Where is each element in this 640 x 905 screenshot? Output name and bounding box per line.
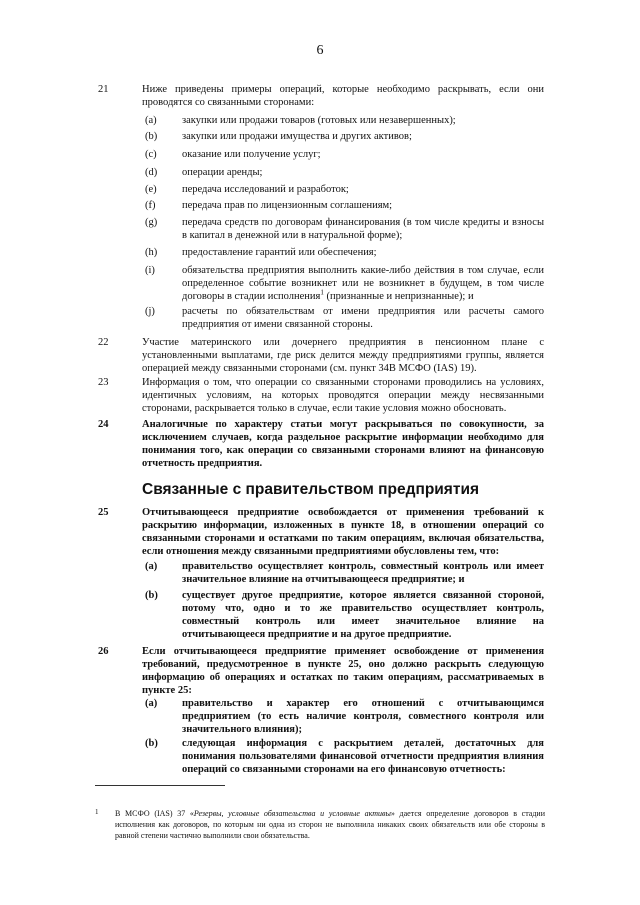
item-text: предоставление гарантий или обеспечения; (182, 247, 377, 258)
item-text: существует другое предприятие, которое является связанной стороной, потому что, одно и то же правительство осуществляет контроль, совместный контроль или имеет значительное влияние на отчитывающееся предприятие и на другое предприятие. (182, 590, 544, 640)
item-label: (g) (145, 217, 158, 228)
item-label: (e) (145, 184, 157, 195)
item-text (182, 264, 544, 303)
paragraph-number: 25 (98, 507, 109, 518)
item-text: операции аренды; (182, 167, 263, 178)
paragraph-text: Информация о том, что операции со связанными сторонами проводились на условиях, идентичных условиям, на которых проводятся операции между несвязанными сторонами, раскрывается только в случае, если такие условия можно обосновать. (142, 377, 544, 414)
paragraph-text: Аналогичные по характеру статьи могут раскрываться по совокупности, за исключением случаев, когда раздельное раскрытие информации необходимо для понимания того, как операции со связанными сторонами влияют на финансовую отчетность предприятия. (142, 419, 544, 469)
item-label: (i) (145, 265, 155, 276)
item-text: передача исследований и разработок; (182, 184, 349, 195)
item-label: (b) (145, 131, 158, 142)
item-label: (a) (145, 698, 158, 709)
paragraph-number: 24 (98, 419, 109, 430)
paragraph-number: 26 (98, 646, 109, 657)
item-text: оказание или получение услуг; (182, 149, 321, 160)
item-text: передача средств по договорам финансирования (в том числе кредиты и взносы в капитал в денежной или в натуральной форме); (182, 217, 544, 241)
item-label: (a) (145, 115, 157, 126)
item-label: (h) (145, 247, 158, 258)
item-text-main: обязательства предприятия выполнить какие-либо действия в том случае, если определенное событие возникнет или не возникнет в будущем, в том числе договоры в стадии исполнения (182, 265, 544, 302)
item-text: расчеты по обязательствам от имени предприятия или расчеты самого предприятия от имени связанной стороны. (182, 306, 544, 330)
item-text: правительство осуществляет контроль, совместный контроль или имеет значительное влияние на отчитывающееся предприятие; и (182, 561, 544, 585)
item-text-tail: (признанные и непризнанные); и (323, 291, 474, 302)
footnote-separator (95, 785, 225, 786)
footnote-standard-title: Резервы, условные обязательства и условные активы (193, 809, 391, 818)
paragraph-text: Ниже приведены примеры операций, которые необходимо раскрывать, если они проводятся со связанными сторонами: (142, 84, 544, 108)
item-text: закупки или продажи товаров (готовых или незавершенных); (182, 115, 456, 126)
item-text: следующая информация с раскрытием деталей, достаточных для понимания пользователями финансовой отчетности предприятия влияния операций со связанными сторонами на его финансовую отчетность: (182, 738, 544, 775)
item-label: (f) (145, 200, 156, 211)
item-label: (a) (145, 561, 158, 572)
item-text: закупки или продажи имущества и других активов; (182, 131, 412, 142)
section-heading: Связанные с правительством предприятия (142, 481, 480, 498)
paragraph-text: Отчитывающееся предприятие освобождается от применения требований к раскрытию информации, изложенных в пункте 18, в отношении операций со связанными сторонами и остатками по таким операциям, включая обязательства, если отношения между связанными предприятиями обусловлены тем, что: (142, 507, 544, 557)
paragraph-number: 21 (98, 84, 109, 95)
item-label: (j) (145, 306, 155, 317)
footnote-text-end: » дается определение договоров в стадии исполнения как договоров, по которым ни одна из сторон не выполнила никаких своих обязательств или обе стороны в равной степени частично выполнили свои обязательства. (115, 809, 545, 840)
footnote-text (115, 808, 545, 841)
page-number: 6 (316, 43, 324, 58)
paragraph-text: Если отчитывающееся предприятие применяет освобождение от применения требований, предусмотренное в пункте 25, оно должно раскрыть следующую информацию об операциях и остатках по таким операциям, рассматриваемых в пункте 25: (142, 646, 544, 696)
item-label: (d) (145, 167, 158, 178)
item-text: правительство и характер его отношений с отчитывающимся предприятием (то есть наличие контроля, совместного контроля или значительного влияния); (182, 698, 544, 735)
item-label: (b) (145, 738, 158, 749)
paragraph-number: 23 (98, 377, 109, 388)
paragraph-text: Участие материнского или дочернего предприятия в пенсионном плане с установленными выплатами, где риск делится между предприятиями группы, является операцией между связанными сторонами (см. пункт 34В МСФО (IAS) 19). (142, 337, 544, 374)
footnote-text-start: В МСФО (IAS) 37 « (115, 809, 194, 818)
paragraph-number: 22 (98, 337, 109, 348)
footnote-reference: 1 (320, 288, 324, 297)
item-label: (c) (145, 149, 157, 160)
footnote-mark: 1 (95, 808, 99, 816)
item-label: (b) (145, 590, 158, 601)
item-text: передача прав по лицензионным соглашениям; (182, 200, 393, 211)
